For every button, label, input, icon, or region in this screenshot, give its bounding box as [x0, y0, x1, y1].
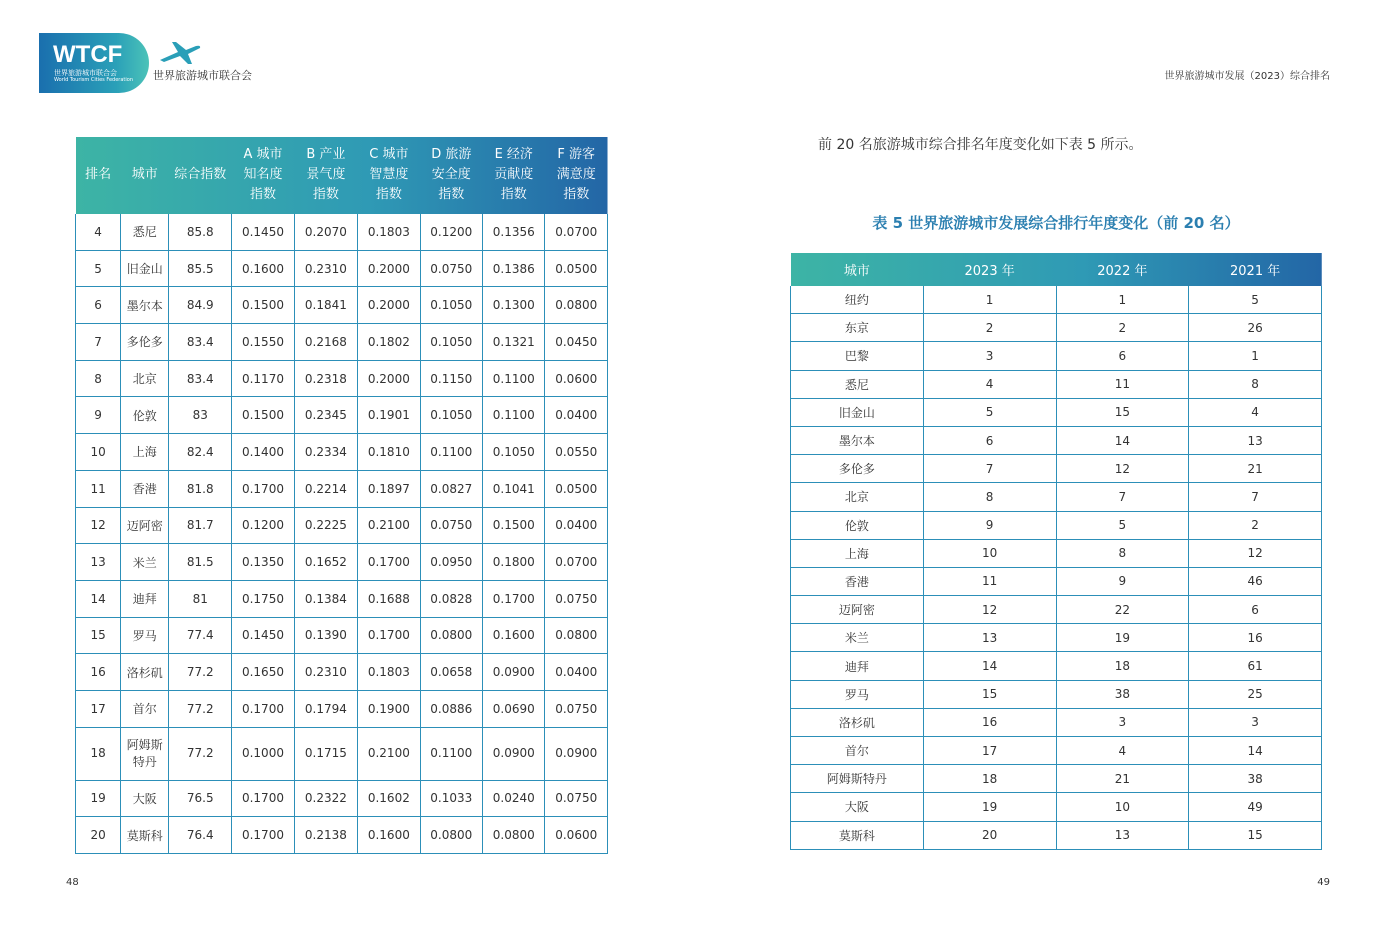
table-cell: 0.1650 [232, 654, 294, 691]
table-cell: 12 [1056, 455, 1189, 483]
table-cell: 大阪 [791, 793, 924, 821]
table-cell: 0.1356 [483, 214, 545, 251]
table-cell: 0.0950 [420, 544, 482, 581]
table-cell: 伦敦 [121, 397, 169, 434]
table-header-row [791, 253, 1322, 286]
ranking-index-table [75, 136, 608, 854]
table-cell: 46 [1189, 567, 1322, 595]
table-row [791, 370, 1322, 398]
table-cell: 0.1602 [358, 780, 420, 817]
table-cell: 0.2138 [294, 817, 357, 854]
table-row [76, 690, 608, 727]
table-cell: 7 [1056, 483, 1189, 511]
table-cell: 莫斯科 [791, 821, 924, 849]
table-cell: 1 [1189, 342, 1322, 370]
column-header: E 经济 贡献度 指数 [494, 147, 534, 202]
table-cell: 旧金山 [121, 250, 169, 287]
table-cell: 15 [1189, 821, 1322, 849]
table-cell: 0.2000 [358, 287, 420, 324]
column-header: 排名 [85, 167, 112, 182]
table-cell: 81 [169, 580, 232, 617]
table-cell: 9 [1056, 567, 1189, 595]
table-cell: 21 [1056, 765, 1189, 793]
table-cell: 0.1384 [294, 580, 357, 617]
table-cell: 85.5 [169, 250, 232, 287]
table-cell: 16 [923, 708, 1056, 736]
table-cell: 10 [923, 539, 1056, 567]
table-header-row [76, 137, 608, 214]
table-cell: 7 [76, 324, 121, 361]
table-cell: 0.0900 [483, 654, 545, 691]
table-cell: 0.1150 [420, 360, 482, 397]
annual-ranking-change-table [790, 252, 1322, 850]
logo-subtitle-en: World Tourism Cities Federation [54, 77, 133, 83]
table-cell: 墨尔本 [121, 287, 169, 324]
table-row [76, 397, 608, 434]
table-cell: 多伦多 [121, 324, 169, 361]
table-cell: 0.1100 [420, 434, 482, 471]
table-cell: 77.4 [169, 617, 232, 654]
table-cell: 4 [923, 370, 1056, 398]
table-cell: 19 [76, 780, 121, 817]
table-cell: 0.1500 [232, 397, 294, 434]
table-row [76, 250, 608, 287]
table-row [791, 680, 1322, 708]
table-cell: 2 [1056, 314, 1189, 342]
table-cell: 83.4 [169, 324, 232, 361]
table-cell: 0.1700 [358, 544, 420, 581]
table-cell: 76.4 [169, 817, 232, 854]
table-cell: 0.1350 [232, 544, 294, 581]
table-row [76, 654, 608, 691]
table-cell: 0.0700 [545, 214, 608, 251]
table-cell: 5 [1056, 511, 1189, 539]
table-cell: 0.1600 [483, 617, 545, 654]
table-row [791, 567, 1322, 595]
table-row [791, 539, 1322, 567]
column-header: B 产业 景气度 指数 [306, 147, 346, 202]
table-cell: 0.1050 [420, 287, 482, 324]
table-cell: 0.0900 [545, 727, 608, 780]
table-cell: 0.1803 [358, 214, 420, 251]
table-cell: 5 [1189, 286, 1322, 314]
table-cell: 0.0900 [483, 727, 545, 780]
table-cell: 0.0600 [545, 817, 608, 854]
table-cell: 米兰 [791, 624, 924, 652]
table-row [791, 314, 1322, 342]
table-row [791, 286, 1322, 314]
intro-paragraph: 前 20 名旅游城市综合排名年度变化如下表 5 所示。 [818, 137, 1143, 153]
table-cell: 0.1652 [294, 544, 357, 581]
table-cell: 0.1400 [232, 434, 294, 471]
table-cell: 0.0658 [420, 654, 482, 691]
column-header: A 城市 知名度 指数 [243, 147, 283, 202]
table-cell: 香港 [791, 567, 924, 595]
table-cell: 0.0600 [545, 360, 608, 397]
table-cell: 0.1100 [483, 360, 545, 397]
org-name: 世界旅游城市联合会 [153, 69, 252, 82]
table-cell: 13 [1189, 426, 1322, 454]
table-cell: 莫斯科 [121, 817, 169, 854]
table-cell: 8 [1056, 539, 1189, 567]
table-cell: 83 [169, 397, 232, 434]
table-cell: 13 [1056, 821, 1189, 849]
table-row [76, 507, 608, 544]
table-cell: 76.5 [169, 780, 232, 817]
table-cell: 0.1700 [232, 817, 294, 854]
column-header: D 旅游 安全度 指数 [431, 147, 472, 202]
table-cell: 0.1041 [483, 470, 545, 507]
table-row [791, 426, 1322, 454]
table-cell: 0.1050 [420, 397, 482, 434]
table-cell: 0.2322 [294, 780, 357, 817]
table-cell: 迪拜 [121, 580, 169, 617]
column-header: 2022 年 [1097, 263, 1148, 279]
table-cell: 0.1901 [358, 397, 420, 434]
table-cell: 7 [1189, 483, 1322, 511]
table-cell: 2 [1189, 511, 1322, 539]
page-number-right: 49 [1317, 877, 1330, 888]
table-row [76, 434, 608, 471]
table-cell: 0.0500 [545, 470, 608, 507]
table-cell: 0.0550 [545, 434, 608, 471]
table-cell: 14 [1056, 426, 1189, 454]
table-cell: 21 [1189, 455, 1322, 483]
table-cell: 0.1841 [294, 287, 357, 324]
table-cell: 米兰 [121, 544, 169, 581]
table-cell: 20 [76, 817, 121, 854]
table-cell: 0.0750 [420, 507, 482, 544]
table-cell: 25 [1189, 680, 1322, 708]
table-cell: 5 [923, 398, 1056, 426]
table-cell: 6 [1056, 342, 1189, 370]
table-cell: 0.0800 [545, 287, 608, 324]
table-cell: 19 [923, 793, 1056, 821]
table-row [791, 398, 1322, 426]
table-cell: 悉尼 [791, 370, 924, 398]
table-cell: 0.1900 [358, 690, 420, 727]
logo-subtitle-cn: 世界旅游城市联合会 [54, 69, 117, 77]
table-row [791, 596, 1322, 624]
table-cell: 0.0800 [420, 817, 482, 854]
table-cell: 0.2310 [294, 654, 357, 691]
table-cell: 8 [1189, 370, 1322, 398]
table-cell: 14 [1189, 737, 1322, 765]
table-cell: 首尔 [791, 737, 924, 765]
table-cell: 13 [923, 624, 1056, 652]
table-cell: 3 [923, 342, 1056, 370]
table-cell: 0.0500 [545, 250, 608, 287]
table-cell: 悉尼 [121, 214, 169, 251]
table-cell: 9 [76, 397, 121, 434]
table-cell: 0.0828 [420, 580, 482, 617]
table-cell: 12 [1189, 539, 1322, 567]
table-cell: 0.1700 [232, 690, 294, 727]
table-cell: 0.0400 [545, 507, 608, 544]
table-cell: 0.1500 [483, 507, 545, 544]
table-cell: 罗马 [791, 680, 924, 708]
table-cell: 0.0827 [420, 470, 482, 507]
table-cell: 0.1700 [358, 617, 420, 654]
table-cell: 0.0750 [420, 250, 482, 287]
table-cell: 北京 [791, 483, 924, 511]
table-cell: 0.2000 [358, 250, 420, 287]
table-5-title: 表 5 世界旅游城市发展综合排行年度变化（前 20 名） [872, 214, 1240, 232]
table-cell: 0.0690 [483, 690, 545, 727]
table-cell: 0.0886 [420, 690, 482, 727]
table-cell: 0.1100 [483, 397, 545, 434]
table-cell: 伦敦 [791, 511, 924, 539]
table-cell: 0.0400 [545, 397, 608, 434]
column-header: 城市 [131, 167, 158, 182]
table-cell: 15 [76, 617, 121, 654]
table-cell: 15 [1056, 398, 1189, 426]
table-cell: 0.2318 [294, 360, 357, 397]
table-cell: 81.8 [169, 470, 232, 507]
table-cell: 0.1050 [420, 324, 482, 361]
table-cell: 多伦多 [791, 455, 924, 483]
table-cell: 7 [923, 455, 1056, 483]
table-cell: 纽约 [791, 286, 924, 314]
table-cell: 82.4 [169, 434, 232, 471]
table-cell: 9 [923, 511, 1056, 539]
table-cell: 0.2345 [294, 397, 357, 434]
table-cell: 0.2000 [358, 360, 420, 397]
column-header: C 城市 智慧度 指数 [369, 147, 409, 202]
table-row [76, 780, 608, 817]
table-cell: 8 [76, 360, 121, 397]
table-row [791, 708, 1322, 736]
table-row [76, 360, 608, 397]
table-cell: 26 [1189, 314, 1322, 342]
column-header: 城市 [843, 263, 870, 279]
table-cell: 0.1500 [232, 287, 294, 324]
table-row [76, 470, 608, 507]
table-cell: 0.1688 [358, 580, 420, 617]
table-cell: 77.2 [169, 654, 232, 691]
table-row [76, 817, 608, 854]
table-cell: 0.0750 [545, 780, 608, 817]
table-cell: 0.1803 [358, 654, 420, 691]
table-row [76, 324, 608, 361]
table-row [76, 580, 608, 617]
table-cell: 大阪 [121, 780, 169, 817]
table-cell: 6 [923, 426, 1056, 454]
report-title: 世界旅游城市发展（2023）综合排名 [1164, 71, 1330, 82]
table-cell: 0.1550 [232, 324, 294, 361]
table-cell: 墨尔本 [791, 426, 924, 454]
table-cell: 0.1300 [483, 287, 545, 324]
table-cell: 0.1800 [483, 544, 545, 581]
table-cell: 0.0240 [483, 780, 545, 817]
table-cell: 10 [1056, 793, 1189, 821]
table-cell: 0.1810 [358, 434, 420, 471]
table-cell: 0.0750 [545, 690, 608, 727]
table-cell: 83.4 [169, 360, 232, 397]
table-cell: 77.2 [169, 727, 232, 780]
table-cell: 19 [1056, 624, 1189, 652]
table-cell: 4 [1189, 398, 1322, 426]
table-cell: 0.0400 [545, 654, 608, 691]
column-header: 综合指数 [174, 167, 227, 182]
table-cell: 0.0450 [545, 324, 608, 361]
wtcf-logo [39, 33, 149, 93]
table-cell: 0.1390 [294, 617, 357, 654]
table-cell: 巴黎 [791, 342, 924, 370]
table-cell: 1 [923, 286, 1056, 314]
table-cell: 0.1170 [232, 360, 294, 397]
table-cell: 4 [76, 214, 121, 251]
table-cell: 11 [923, 567, 1056, 595]
table-row [76, 617, 608, 654]
table-cell: 61 [1189, 652, 1322, 680]
table-cell: 18 [1056, 652, 1189, 680]
table-cell: 0.2310 [294, 250, 357, 287]
table-row [791, 737, 1322, 765]
table-cell: 0.1715 [294, 727, 357, 780]
table-row [791, 455, 1322, 483]
table-cell: 12 [76, 507, 121, 544]
table-cell: 11 [76, 470, 121, 507]
table-cell: 10 [76, 434, 121, 471]
table-cell: 罗马 [121, 617, 169, 654]
airplane-icon [158, 38, 202, 66]
table-cell: 15 [923, 680, 1056, 708]
table-cell: 0.1700 [232, 470, 294, 507]
table-cell: 0.2100 [358, 727, 420, 780]
table-row [76, 287, 608, 324]
column-header: F 游客 满意度 指数 [556, 147, 596, 202]
table-cell: 0.1386 [483, 250, 545, 287]
table-cell: 1 [1056, 286, 1189, 314]
table-cell: 0.2070 [294, 214, 357, 251]
table-cell: 0.1794 [294, 690, 357, 727]
table-cell: 0.1321 [483, 324, 545, 361]
table-cell: 77.2 [169, 690, 232, 727]
table-cell: 17 [923, 737, 1056, 765]
table-row [791, 511, 1322, 539]
table-cell: 81.7 [169, 507, 232, 544]
table-cell: 5 [76, 250, 121, 287]
table-cell: 0.0750 [545, 580, 608, 617]
table-cell: 85.8 [169, 214, 232, 251]
table-cell: 0.1200 [232, 507, 294, 544]
table-cell: 0.0700 [545, 544, 608, 581]
table-cell: 0.1450 [232, 617, 294, 654]
table-cell: 81.5 [169, 544, 232, 581]
table-cell: 14 [923, 652, 1056, 680]
table-cell: 0.1050 [483, 434, 545, 471]
table-cell: 上海 [121, 434, 169, 471]
table-cell: 8 [923, 483, 1056, 511]
table-row [791, 821, 1322, 849]
table-cell: 0.1700 [232, 780, 294, 817]
table-cell: 0.2214 [294, 470, 357, 507]
table-cell: 0.2100 [358, 507, 420, 544]
table-cell: 洛杉矶 [791, 708, 924, 736]
table-cell: 18 [923, 765, 1056, 793]
table-row [791, 483, 1322, 511]
table-row [791, 342, 1322, 370]
table-row [791, 652, 1322, 680]
table-cell: 0.1600 [358, 817, 420, 854]
table-cell: 0.1750 [232, 580, 294, 617]
column-header: 2023 年 [964, 263, 1015, 279]
table-cell: 0.1033 [420, 780, 482, 817]
table-cell: 迈阿密 [121, 507, 169, 544]
table-cell: 旧金山 [791, 398, 924, 426]
table-cell: 0.0800 [483, 817, 545, 854]
table-row [76, 214, 608, 251]
table-cell: 东京 [791, 314, 924, 342]
table-cell: 20 [923, 821, 1056, 849]
table-cell: 6 [76, 287, 121, 324]
table-cell: 0.1897 [358, 470, 420, 507]
table-row [791, 765, 1322, 793]
table-cell: 0.1700 [483, 580, 545, 617]
table-cell: 上海 [791, 539, 924, 567]
table-cell: 0.1100 [420, 727, 482, 780]
table-cell: 22 [1056, 596, 1189, 624]
table-cell: 49 [1189, 793, 1322, 821]
table-row [791, 624, 1322, 652]
table-cell: 6 [1189, 596, 1322, 624]
table-cell: 2 [923, 314, 1056, 342]
table-cell: 迪拜 [791, 652, 924, 680]
table-cell: 3 [1056, 708, 1189, 736]
table-cell: 0.1200 [420, 214, 482, 251]
table-cell: 84.9 [169, 287, 232, 324]
table-cell: 16 [1189, 624, 1322, 652]
table-cell: 0.1802 [358, 324, 420, 361]
table-cell: 17 [76, 690, 121, 727]
page-number-left: 48 [66, 877, 79, 888]
table-cell: 3 [1189, 708, 1322, 736]
table-cell: 0.1000 [232, 727, 294, 780]
table-cell: 首尔 [121, 690, 169, 727]
table-cell: 38 [1056, 680, 1189, 708]
table-cell: 0.0800 [420, 617, 482, 654]
table-cell: 0.1450 [232, 214, 294, 251]
table-cell: 0.0800 [545, 617, 608, 654]
table-cell: 洛杉矶 [121, 654, 169, 691]
table-cell: 北京 [121, 360, 169, 397]
table-cell: 18 [76, 727, 121, 780]
table-cell: 38 [1189, 765, 1322, 793]
table-cell: 14 [76, 580, 121, 617]
table-cell: 16 [76, 654, 121, 691]
table-cell: 迈阿密 [791, 596, 924, 624]
table-cell: 4 [1056, 737, 1189, 765]
table-cell: 0.2334 [294, 434, 357, 471]
table-row [76, 727, 608, 780]
table-cell: 香港 [121, 470, 169, 507]
table-cell: 12 [923, 596, 1056, 624]
column-header: 2021 年 [1230, 263, 1281, 279]
table-row [76, 544, 608, 581]
table-cell: 13 [76, 544, 121, 581]
table-cell: 0.2168 [294, 324, 357, 361]
table-cell: 0.2225 [294, 507, 357, 544]
logo-text: WTCF [53, 41, 123, 68]
table-cell: 0.1600 [232, 250, 294, 287]
table-cell: 11 [1056, 370, 1189, 398]
table-cell: 阿姆斯特丹 [791, 765, 924, 793]
table-row [791, 793, 1322, 821]
table-cell: 阿姆斯 特丹 [121, 727, 169, 780]
